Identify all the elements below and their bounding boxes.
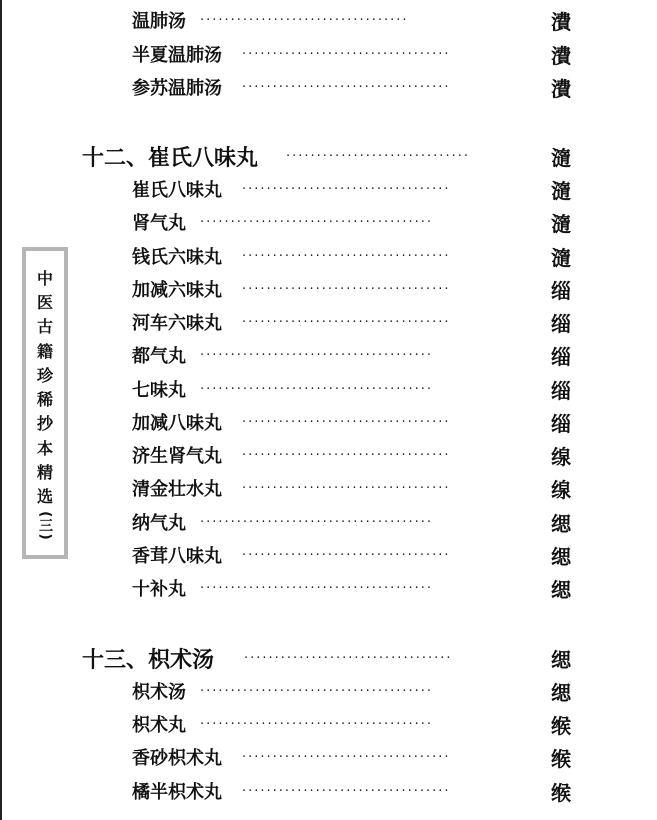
side-label-char: 籍 [36,341,53,361]
toc-entry[interactable] [132,6,186,34]
toc-leader-dots: ·································· [242,480,451,496]
toc-entry-title: 香砂枳术丸 [132,748,222,769]
toc-leader-dots: ·································· [200,12,409,28]
toc-entry[interactable] [132,408,222,436]
toc-entry[interactable] [132,275,222,303]
toc-chapter-title: 十二、崔氏八味丸 [82,145,259,171]
toc-leader-dots: ·································· [242,79,451,95]
side-label-char: 选 [36,486,53,506]
toc-chapter-title: 十三、枳术汤 [82,647,215,673]
toc-page-number: 㵦 [551,145,571,170]
toc-entry[interactable] [132,777,222,805]
toc-entry[interactable] [132,743,222,771]
toc-leader-dots: ·································· [242,181,451,197]
toc-page-number: 㵒 [551,43,571,68]
toc-leader-dots: ······································ [200,514,434,530]
side-label-char: 抄 [36,414,53,434]
toc-page-number: 缐 [551,477,571,502]
toc-entry-title: 加减八味丸 [132,413,222,434]
toc-entry-title: 橘半枳术丸 [132,782,222,803]
toc-entry-title: 十补丸 [132,579,186,600]
toc-entry[interactable] [132,474,222,502]
toc-entry-title: 参苏温肺汤 [132,78,222,99]
toc-entry[interactable] [132,175,222,203]
toc-entry-title: 半夏温肺汤 [132,45,222,66]
toc-leader-dots: ······································ [200,347,434,363]
toc-entry[interactable] [132,710,186,738]
toc-page-number: 缐 [551,444,571,469]
side-label-char: 中 [36,269,53,288]
toc-page-number: 㵦 [551,178,571,203]
toc-entry[interactable] [132,441,222,469]
side-series-label [22,247,68,559]
toc-page-number: 缌 [551,680,571,705]
toc-leader-dots: ······································ [200,214,434,230]
toc-page-number: 缑 [551,746,571,771]
toc-page-number: 㵒 [551,76,571,101]
side-label-char: 古 [36,317,53,337]
toc-page-number: 缁 [551,411,571,436]
toc-entry-title: 钱氏六味丸 [132,247,222,268]
toc-entry[interactable] [132,73,222,101]
toc-entry-title: 济生肾气丸 [132,446,222,467]
toc-leader-dots: ······································ [200,716,434,732]
toc-entry-title: 七味丸 [132,380,186,401]
toc-page-number: 㵦 [551,245,571,270]
toc-page-number: 㵦 [551,211,571,236]
toc-leader-dots: ······································ [200,381,434,397]
toc-entry-title: 香茸八味丸 [132,546,222,567]
toc-chapter-entry[interactable] [82,644,214,672]
side-label-char: 本 [36,438,53,458]
side-label-volume: (三) [37,511,53,541]
toc-leader-dots: ·································· [242,314,451,330]
side-label-char: 稀 [36,390,53,410]
side-label-char: 医 [36,293,53,313]
toc-entry[interactable] [132,308,222,336]
toc-leader-dots: ·································· [242,414,451,430]
side-label-char: 精 [36,462,53,482]
toc-leader-dots: ······························ [286,148,470,164]
toc-leader-dots: ·································· [242,783,451,799]
toc-entry[interactable] [132,541,222,569]
toc-entry[interactable] [132,508,186,536]
toc-entry-title: 枳术汤 [132,682,186,703]
toc-entry[interactable] [132,574,186,602]
toc-leader-dots: ······································ [200,683,434,699]
toc-entry-title: 肾气丸 [132,213,186,234]
toc-page-number: 缑 [551,780,571,805]
toc-entry-title: 都气丸 [132,346,186,367]
toc-page-number: 缁 [551,344,571,369]
toc-entry-title: 温肺汤 [132,11,186,32]
toc-leader-dots: ·································· [242,447,451,463]
toc-chapter-entry[interactable] [82,142,258,170]
toc-page-number: 缌 [551,511,571,536]
toc-page-number: 㵒 [551,9,571,34]
toc-leader-dots: ·································· [242,46,451,62]
toc-leader-dots: ·································· [242,281,451,297]
toc-leader-dots: ·································· [244,650,453,666]
toc-entry[interactable] [132,40,222,68]
toc-entry[interactable] [132,375,186,403]
toc-entry-title: 崔氏八味丸 [132,180,222,201]
toc-page-number: 缑 [551,713,571,738]
toc-leader-dots: ······································ [200,580,434,596]
toc-entry-title: 枳术丸 [132,715,186,736]
toc-leader-dots: ·································· [242,547,451,563]
side-label-char: 珍 [36,365,53,385]
toc-page-number: 缁 [551,278,571,303]
toc-entry[interactable] [132,208,186,236]
toc-page-number: 缌 [551,544,571,569]
toc-entry[interactable] [132,677,186,705]
toc-entry[interactable] [132,341,186,369]
toc-entry-title: 河车六味丸 [132,313,222,334]
toc-leader-dots: ·································· [242,749,451,765]
toc-page-number: 缁 [551,378,571,403]
left-margin-rule [0,0,2,820]
toc-entry[interactable] [132,242,222,270]
toc-entry-title: 加减六味丸 [132,280,222,301]
toc-entry-title: 纳气丸 [132,513,186,534]
toc-entry-title: 清金壮水丸 [132,479,222,500]
toc-page-number: 缌 [551,647,571,672]
toc-page-number: 缁 [551,311,571,336]
toc-page-number: 缌 [551,577,571,602]
toc-leader-dots: ·································· [242,248,451,264]
